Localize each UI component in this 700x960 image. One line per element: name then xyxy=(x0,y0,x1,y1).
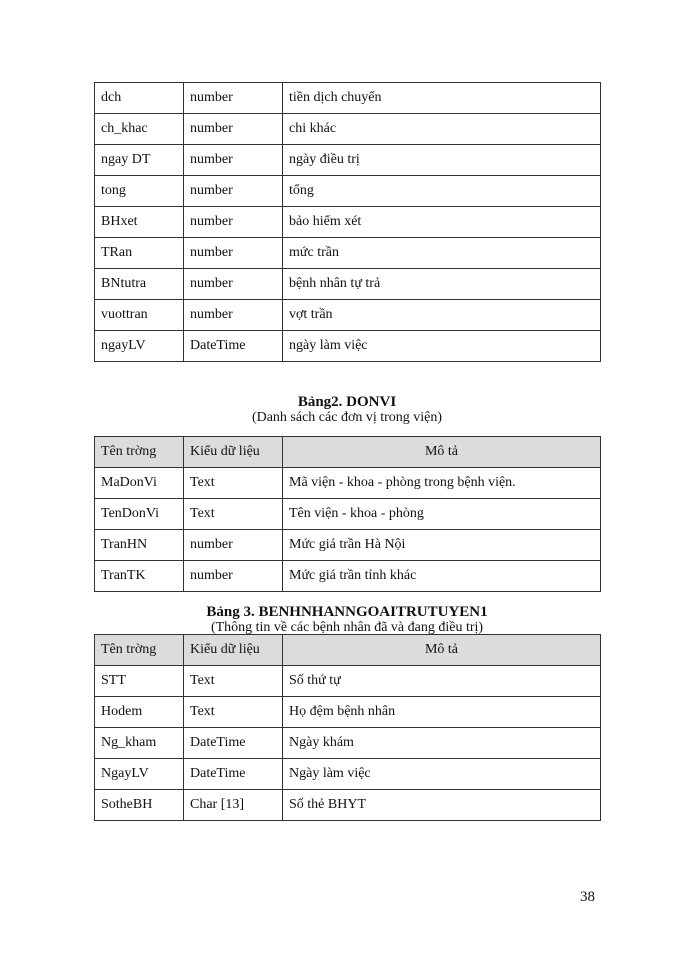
table-row xyxy=(95,666,601,697)
cell-field-name: TranTK xyxy=(95,561,184,592)
cell-data-type: Text xyxy=(184,499,283,530)
cell-description: vợt trần xyxy=(283,300,601,331)
cell-data-type: number xyxy=(184,269,283,300)
cell-field-name: SotheBH xyxy=(95,790,184,821)
table-row xyxy=(95,728,601,759)
cell-data-type: number xyxy=(184,114,283,145)
table-row xyxy=(95,561,601,592)
cell-field-name: NgayLV xyxy=(95,759,184,790)
cell-field-name: MaDonVi xyxy=(95,468,184,499)
cell-data-type: number xyxy=(184,145,283,176)
header-data-type: Kiểu dữ liệu xyxy=(184,635,283,666)
cell-data-type: number xyxy=(184,176,283,207)
table-row xyxy=(95,145,601,176)
cell-field-name: TranHN xyxy=(95,530,184,561)
cell-description: tiền dịch chuyển xyxy=(283,83,601,114)
cell-data-type: DateTime xyxy=(184,331,283,362)
table-3-title: Bảng 3. BENHNHANNGOAITRUTUYEN1 xyxy=(206,604,488,620)
table-2-subtitle: (Danh sách các đơn vị trong viện) xyxy=(251,410,443,425)
cell-data-type: Char [13] xyxy=(184,790,283,821)
cell-description: Ngày khám xyxy=(283,728,601,759)
table-row xyxy=(95,269,601,300)
cell-field-name: dch xyxy=(95,83,184,114)
benhnhan-table xyxy=(94,634,601,821)
cell-field-name: ngay DT xyxy=(95,145,184,176)
cell-field-name: TRan xyxy=(95,238,184,269)
header-description: Mô tả xyxy=(283,437,601,468)
cell-field-name: ch_khac xyxy=(95,114,184,145)
table-row xyxy=(95,790,601,821)
page-number: 38 xyxy=(580,889,595,905)
cell-description: bảo hiểm xét xyxy=(283,207,601,238)
table-row xyxy=(95,331,601,362)
cell-field-name: Ng_kham xyxy=(95,728,184,759)
cell-data-type: number xyxy=(184,83,283,114)
cell-data-type: number xyxy=(184,300,283,331)
cell-description: chi khác xyxy=(283,114,601,145)
table-row xyxy=(95,83,601,114)
cell-data-type: DateTime xyxy=(184,759,283,790)
table-2-caption xyxy=(94,395,600,425)
cell-description: mức trần xyxy=(283,238,601,269)
cell-description: Tên viện - khoa - phòng xyxy=(283,499,601,530)
field-table-1 xyxy=(94,82,601,362)
header-description: Mô tả xyxy=(283,635,601,666)
cell-field-name: vuottran xyxy=(95,300,184,331)
table-row xyxy=(95,499,601,530)
header-field-name: Tên trờng xyxy=(95,437,184,468)
table-body xyxy=(95,83,601,362)
cell-field-name: Hodem xyxy=(95,697,184,728)
cell-field-name: BNtutra xyxy=(95,269,184,300)
cell-data-type: number xyxy=(184,561,283,592)
cell-data-type: Text xyxy=(184,697,283,728)
table-row xyxy=(95,530,601,561)
table-body xyxy=(95,468,601,592)
table-header-row xyxy=(95,437,601,468)
cell-field-name: BHxet xyxy=(95,207,184,238)
table-row xyxy=(95,238,601,269)
cell-description: tổng xyxy=(283,176,601,207)
table-row xyxy=(95,114,601,145)
table-3-caption xyxy=(94,605,600,635)
table-row xyxy=(95,300,601,331)
cell-description: Họ đệm bệnh nhân xyxy=(283,697,601,728)
cell-description: Số thẻ BHYT xyxy=(283,790,601,821)
cell-data-type: Text xyxy=(184,468,283,499)
table-body xyxy=(95,666,601,821)
cell-field-name: TenDonVi xyxy=(95,499,184,530)
table-row xyxy=(95,468,601,499)
cell-description: bệnh nhân tự trả xyxy=(283,269,601,300)
header-data-type: Kiểu dữ liệu xyxy=(184,437,283,468)
cell-description: Mã viện - khoa - phòng trong bệnh viện. xyxy=(283,468,601,499)
cell-field-name: ngayLV xyxy=(95,331,184,362)
cell-description: Mức giá trần tỉnh khác xyxy=(283,561,601,592)
cell-description: Mức giá trần Hà Nội xyxy=(283,530,601,561)
cell-data-type: number xyxy=(184,530,283,561)
cell-description: ngày làm việc xyxy=(283,331,601,362)
table-row xyxy=(95,176,601,207)
cell-description: Ngày làm việc xyxy=(283,759,601,790)
table-header-row xyxy=(95,635,601,666)
cell-description: Số thứ tự xyxy=(283,666,601,697)
cell-data-type: DateTime xyxy=(184,728,283,759)
table-row xyxy=(95,207,601,238)
cell-data-type: Text xyxy=(184,666,283,697)
table-3-subtitle: (Thông tin về các bệnh nhân đã và đang điều trị) xyxy=(210,620,484,635)
table-row xyxy=(95,759,601,790)
table-2-title: Bảng2. DONVI xyxy=(297,394,397,410)
cell-data-type: number xyxy=(184,207,283,238)
cell-field-name: tong xyxy=(95,176,184,207)
header-field-name: Tên trờng xyxy=(95,635,184,666)
table-row xyxy=(95,697,601,728)
cell-description: ngày điều trị xyxy=(283,145,601,176)
cell-data-type: number xyxy=(184,238,283,269)
cell-field-name: STT xyxy=(95,666,184,697)
donvi-table xyxy=(94,436,601,592)
